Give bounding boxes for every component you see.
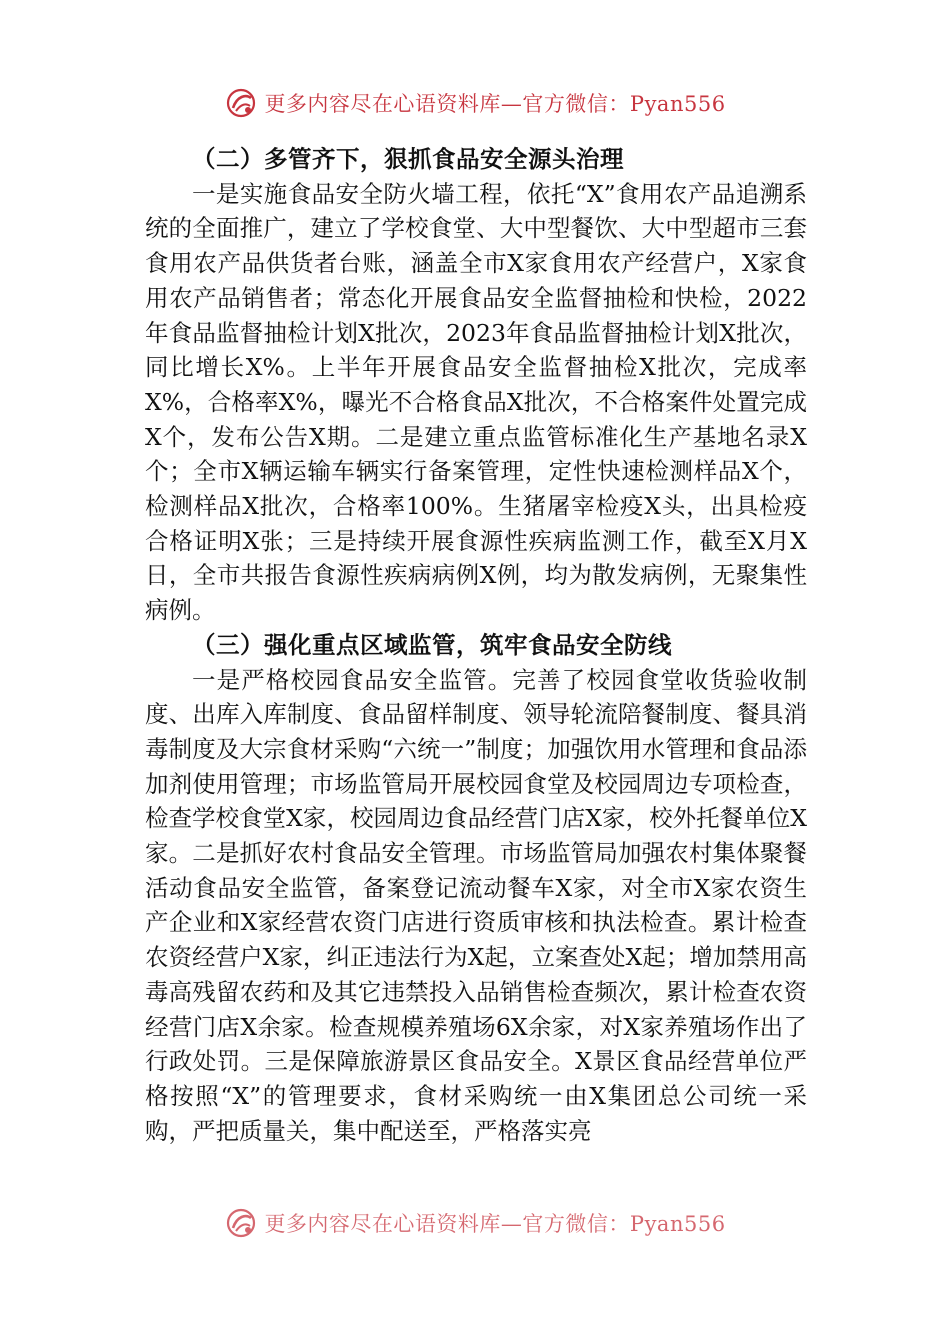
body-text bbox=[145, 142, 807, 1148]
watermark-text: 更多内容尽在心语资料库—官方微信：Pyan556 bbox=[264, 1212, 726, 1236]
watermark-logo-icon bbox=[224, 1206, 258, 1240]
section-paragraph-3: 一是严格校园食品安全监管。完善了校园食堂收货验收制度、出库入库制度、食品留样制度、领导轮流陪餐制度、餐具消毒制度及大宗食材采购“六统一”制度；加强饮用水管理和食品添加剂使用管理；市场监管局开展校园食堂及校园周边专项检查，检查学校食堂X家，校园周边食品经营门店X家，校外托餐单位X家。二是抓好农村食品安全管理。市场监管局加强农村集体聚餐活动食品安全监管，备案登记流动餐车X家，对全市X家农资生产企业和X家经营农资门店进行资质审核和执法检查。累计检查农资经营户X家，纠正违法行为X起，立案查处X起；增加禁用高毒高残留农药和及其它违禁投入品销售检查频次，累计检查农资经营门店X余家。检查规模养殖场6X余家，对X家养殖场作出了行政处罚。三是保障旅游景区食品安全。X景区食品经营单位严格按照“X”的管理要求，食材采购统一由X集团总公司统一采购，严把质量关，集中配送至，严格落实亮 bbox=[145, 665, 807, 1145]
section-heading-3: （三）强化重点区域监管，筑牢食品安全防线 bbox=[192, 630, 672, 659]
watermark-header bbox=[0, 86, 950, 120]
watermark-logo-icon bbox=[224, 86, 258, 120]
section-paragraph-2: 一是实施食品安全防火墙工程，依托“X”食用农产品追溯系统的全面推广，建立了学校食堂、大中型餐饮、大中型超市三套食用农产品供货者台账，涵盖全市X家食用农产经营户，X家食用农产品销售者；常态化开展食品安全监督抽检和快检，2022年食品监督抽检计划X批次，2023年食品监督抽检计划X批次，同比增长X%。上半年开展食品安全监督抽检X批次，完成率X%，合格率X%，曝光不合格食品X批次，不合格案件处置完成X个，发布公告X期。二是建立重点监管标准化生产基地名录X个；全市X辆运输车辆实行备案管理，定性快速检测样品X个，检测样品X批次，合格率100%。生猪屠宰检疫X头，出具检疫合格证明X张；三是持续开展食源性疾病监测工作，截至X月X日，全市共报告食源性疾病病例X例，均为散发病例，无聚集性病例。 bbox=[145, 179, 807, 625]
watermark-text: 更多内容尽在心语资料库—官方微信：Pyan556 bbox=[264, 92, 726, 116]
section-heading-2: （二）多管齐下，狠抓食品安全源头治理 bbox=[192, 145, 624, 173]
watermark-footer bbox=[0, 1206, 950, 1240]
